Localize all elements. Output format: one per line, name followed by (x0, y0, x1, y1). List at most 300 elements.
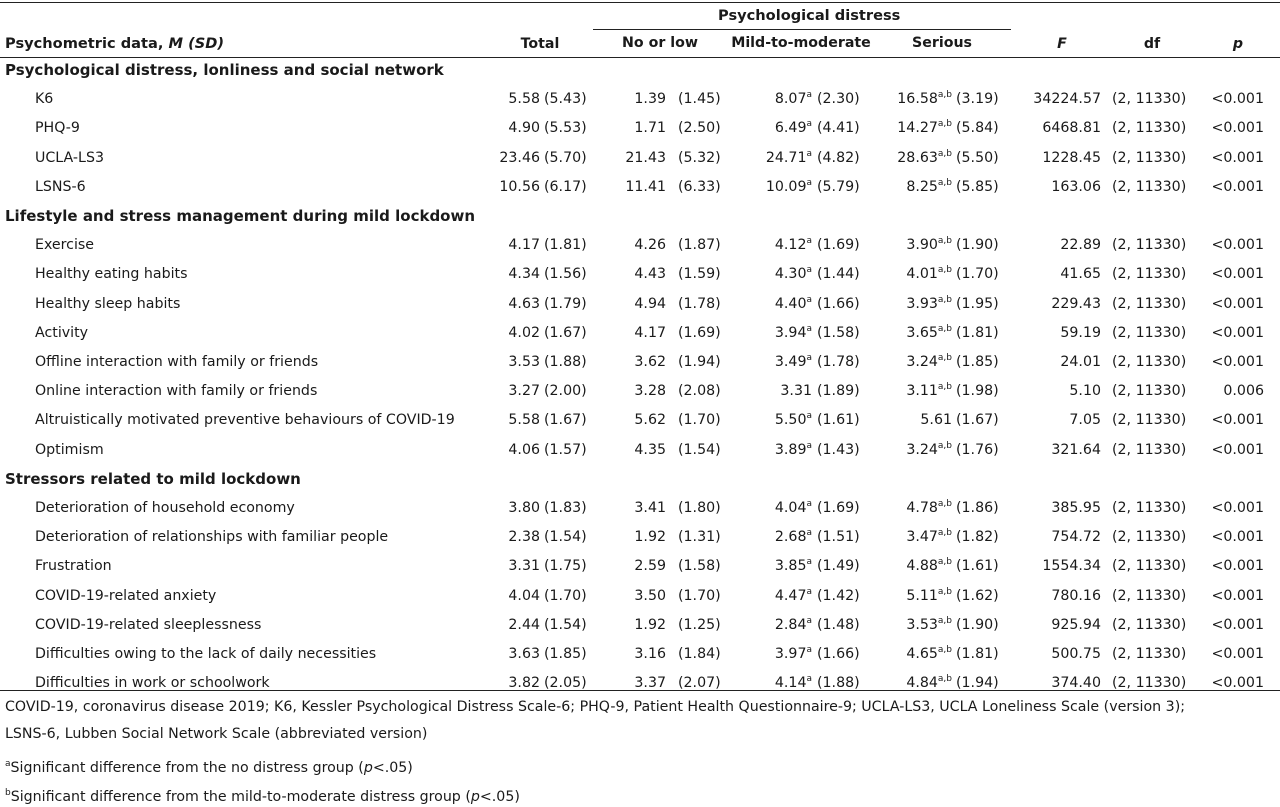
serious-sd: (5.50) (956, 150, 999, 166)
mild-significance-mark: a (806, 441, 812, 451)
footnote-a-p: p (363, 760, 373, 776)
mild-mean (730, 588, 812, 604)
p-value: <0.001 (1211, 266, 1264, 282)
total-sd: (1.67) (544, 325, 587, 341)
mild-mean-value: 3.31 (780, 383, 812, 399)
serious-mean-value: 3.53 (906, 617, 938, 633)
total-mean: 4.06 (508, 442, 540, 458)
serious-mean (860, 91, 952, 107)
serious-sd: (1.90) (956, 237, 999, 253)
f-statistic: 7.05 (1069, 412, 1101, 428)
psych-distress-group-header: Psychological distress (718, 7, 901, 24)
row-label: LSNS-6 (35, 179, 86, 195)
none-sd: (1.59) (678, 266, 721, 282)
total-mean: 3.63 (508, 646, 540, 662)
total-mean: 3.31 (508, 558, 540, 574)
serious-mean (860, 120, 952, 136)
total-mean: 4.17 (508, 237, 540, 253)
row-label: Deterioration of relationships with familiar people (35, 529, 389, 545)
mild-mean (730, 91, 812, 107)
none-sd: (1.84) (678, 646, 721, 662)
p-value: <0.001 (1211, 675, 1264, 691)
p-value: <0.001 (1211, 354, 1264, 370)
mild-sd: (1.66) (817, 646, 860, 662)
serious-sd: (1.82) (956, 529, 999, 545)
serious-mean (860, 500, 952, 516)
serious-significance-mark: a,b (937, 499, 952, 509)
p-value: 0.006 (1223, 383, 1264, 399)
mild-sd: (1.58) (817, 325, 860, 341)
total-sd: (1.56) (544, 266, 587, 282)
serious-mean-value: 8.25 (906, 179, 938, 195)
serious-sd: (1.76) (956, 442, 999, 458)
serious-mean-value: 4.84 (906, 675, 938, 691)
p-value: <0.001 (1211, 120, 1264, 136)
serious-significance-mark: a,b (937, 236, 952, 246)
degrees-of-freedom: (2, 11330) (1112, 588, 1187, 604)
degrees-of-freedom: (2, 11330) (1112, 500, 1187, 516)
mild-mean (730, 558, 812, 574)
f-statistic: 1228.45 (1042, 150, 1101, 166)
none-mean: 3.50 (634, 588, 666, 604)
serious-mean (860, 325, 952, 341)
degrees-of-freedom: (2, 11330) (1112, 675, 1187, 691)
column-header-mild: Mild-to-moderate (731, 35, 871, 51)
mild-mean (730, 150, 812, 166)
total-sd: (6.17) (544, 179, 587, 195)
none-mean: 3.41 (634, 500, 666, 516)
row-label: Optimism (35, 442, 104, 458)
footnote-b-mark: b (5, 788, 11, 798)
mild-mean-value: 3.85 (774, 558, 807, 574)
none-mean: 1.92 (634, 617, 666, 633)
row-label: Deterioration of household economy (35, 500, 295, 516)
serious-mean-value: 4.88 (906, 558, 938, 574)
degrees-of-freedom: (2, 11330) (1112, 383, 1187, 399)
f-statistic: 321.64 (1051, 442, 1101, 458)
p-value: <0.001 (1211, 617, 1264, 633)
none-sd: (6.33) (678, 179, 721, 195)
mild-mean (730, 179, 812, 195)
serious-mean-value: 3.90 (906, 237, 938, 253)
mild-mean (730, 266, 812, 282)
serious-mean-value: 4.01 (906, 266, 938, 282)
none-mean: 3.62 (634, 354, 666, 370)
degrees-of-freedom: (2, 11330) (1112, 646, 1187, 662)
column-header-measure (5, 36, 224, 52)
column-header-none: No or low (622, 35, 698, 51)
mild-mean-value: 4.47 (774, 588, 807, 604)
mild-sd: (1.49) (817, 558, 860, 574)
serious-sd: (1.85) (956, 354, 999, 370)
none-mean: 3.28 (634, 383, 666, 399)
degrees-of-freedom: (2, 11330) (1112, 325, 1187, 341)
mild-mean-value: 3.49 (774, 354, 807, 370)
mild-sd: (1.44) (817, 266, 860, 282)
row-label: COVID-19-related sleeplessness (35, 617, 262, 633)
serious-mean (860, 646, 952, 662)
mild-sd: (1.69) (817, 500, 860, 516)
serious-mean (860, 529, 952, 545)
total-sd: (1.81) (544, 237, 587, 253)
total-mean: 5.58 (508, 412, 540, 428)
mild-sd: (1.61) (817, 412, 860, 428)
serious-significance-mark: a,b (937, 90, 952, 100)
mild-mean (730, 646, 812, 662)
serious-mean-value: 5.11 (906, 588, 938, 604)
serious-mean (860, 296, 952, 312)
row-label: Difficulties owing to the lack of daily necessities (35, 646, 377, 662)
serious-mean (860, 588, 952, 604)
mild-mean-value: 3.89 (774, 442, 807, 458)
serious-sd: (5.84) (956, 120, 999, 136)
degrees-of-freedom: (2, 11330) (1112, 617, 1187, 633)
f-statistic: 229.43 (1051, 296, 1101, 312)
serious-mean-value: 3.11 (906, 383, 938, 399)
none-mean: 3.37 (634, 675, 666, 691)
mild-mean-value: 2.84 (774, 617, 807, 633)
serious-significance-mark: a,b (937, 178, 952, 188)
total-mean: 10.56 (499, 179, 540, 195)
total-sd: (2.05) (544, 675, 587, 691)
serious-mean (860, 383, 952, 399)
mild-mean-value: 3.97 (774, 646, 807, 662)
f-statistic: 925.94 (1051, 617, 1101, 633)
mild-mean-value: 8.07 (774, 91, 807, 107)
serious-mean-value: 16.58 (897, 91, 938, 107)
serious-mean (860, 675, 952, 691)
none-sd: (1.45) (678, 91, 721, 107)
degrees-of-freedom: (2, 11330) (1112, 442, 1187, 458)
mild-mean (730, 529, 812, 545)
total-sd: (1.54) (544, 529, 587, 545)
row-label: Online interaction with family or friends (35, 383, 318, 399)
f-statistic: 163.06 (1051, 179, 1101, 195)
total-sd: (1.83) (544, 500, 587, 516)
mild-mean (730, 237, 812, 253)
row-label: Altruistically motivated preventive behaviours of COVID-19 (35, 412, 455, 428)
mild-mean (730, 383, 812, 399)
none-sd: (1.31) (678, 529, 721, 545)
total-mean: 3.82 (508, 675, 540, 691)
footnote-a-tail: <.05) (372, 760, 413, 776)
mild-significance-mark: a (806, 411, 812, 421)
row-label: Frustration (35, 558, 112, 574)
p-value: <0.001 (1211, 646, 1264, 662)
serious-sd: (5.85) (956, 179, 999, 195)
serious-significance-mark: a,b (937, 382, 952, 392)
degrees-of-freedom: (2, 11330) (1112, 120, 1187, 136)
mild-sd: (1.88) (817, 675, 860, 691)
mild-sd: (5.79) (817, 179, 860, 195)
mild-mean (730, 617, 812, 633)
none-sd: (1.80) (678, 500, 721, 516)
serious-mean-value: 14.27 (897, 120, 938, 136)
total-mean: 3.27 (508, 383, 540, 399)
footnote-a (5, 760, 413, 776)
p-value: <0.001 (1211, 558, 1264, 574)
serious-sd: (1.67) (956, 412, 999, 428)
total-mean: 3.53 (508, 354, 540, 370)
p-value: <0.001 (1211, 529, 1264, 545)
serious-sd: (1.95) (956, 296, 999, 312)
total-mean: 4.63 (508, 296, 540, 312)
degrees-of-freedom: (2, 11330) (1112, 558, 1187, 574)
row-label: PHQ-9 (35, 120, 80, 136)
section-title: Psychological distress, lonliness and social network (5, 61, 444, 79)
serious-significance-mark: a,b (937, 295, 952, 305)
p-value: <0.001 (1211, 296, 1264, 312)
f-statistic: 374.40 (1051, 675, 1101, 691)
section-title: Lifestyle and stress management during mild lockdown (5, 207, 476, 225)
total-mean: 4.02 (508, 325, 540, 341)
mild-significance-mark: a (806, 499, 812, 509)
group-header-rule (593, 29, 1011, 30)
mild-mean (730, 500, 812, 516)
p-value: <0.001 (1211, 91, 1264, 107)
total-mean: 2.38 (508, 529, 540, 545)
row-label: K6 (35, 91, 54, 107)
mild-significance-mark: a (806, 557, 812, 567)
total-sd: (2.00) (544, 383, 587, 399)
mild-sd: (2.30) (817, 91, 860, 107)
serious-sd: (1.70) (956, 266, 999, 282)
degrees-of-freedom: (2, 11330) (1112, 412, 1187, 428)
mild-sd: (1.66) (817, 296, 860, 312)
serious-significance-mark: a,b (937, 265, 952, 275)
row-label: Exercise (35, 237, 95, 253)
none-sd: (1.87) (678, 237, 721, 253)
f-statistic: 41.65 (1060, 266, 1101, 282)
f-statistic: 5.10 (1069, 383, 1101, 399)
none-mean: 3.16 (634, 646, 666, 662)
column-header-f (1040, 36, 1084, 52)
mild-mean (730, 442, 812, 458)
mild-sd: (4.41) (817, 120, 860, 136)
none-mean: 4.26 (634, 237, 666, 253)
degrees-of-freedom: (2, 11330) (1112, 354, 1187, 370)
total-sd: (1.54) (544, 617, 587, 633)
row-label: UCLA-LS3 (35, 150, 104, 166)
none-sd: (1.54) (678, 442, 721, 458)
p-value: <0.001 (1211, 588, 1264, 604)
mild-sd: (1.78) (817, 354, 860, 370)
mild-mean (730, 296, 812, 312)
serious-significance-mark: a,b (937, 557, 952, 567)
none-mean: 4.17 (634, 325, 666, 341)
section-title: Stressors related to mild lockdown (5, 469, 301, 488)
none-mean: 21.43 (625, 150, 666, 166)
column-header-p-italic: p (1232, 36, 1244, 52)
serious-mean-value: 3.65 (906, 325, 938, 341)
mild-significance-mark: a (806, 236, 812, 246)
total-mean: 3.80 (508, 500, 540, 516)
total-mean: 2.44 (508, 617, 540, 633)
p-value: <0.001 (1211, 442, 1264, 458)
f-statistic: 754.72 (1051, 529, 1101, 545)
serious-significance-mark: a,b (937, 616, 952, 626)
degrees-of-freedom: (2, 11330) (1112, 529, 1187, 545)
none-sd: (1.58) (678, 558, 721, 574)
mild-mean-value: 4.30 (774, 266, 807, 282)
mild-sd: (4.82) (817, 150, 860, 166)
mild-sd: (1.69) (817, 237, 860, 253)
mild-mean (730, 354, 812, 370)
serious-significance-mark: a,b (937, 645, 952, 655)
row-label: Healthy eating habits (35, 266, 188, 282)
p-value: <0.001 (1211, 150, 1264, 166)
degrees-of-freedom: (2, 11330) (1112, 237, 1187, 253)
none-mean: 4.35 (634, 442, 666, 458)
footnote-b-p: p (470, 789, 480, 805)
serious-mean (860, 617, 952, 633)
serious-sd: (1.81) (956, 646, 999, 662)
serious-significance-mark: a,b (937, 674, 952, 684)
serious-sd: (1.86) (956, 500, 999, 516)
none-sd: (2.07) (678, 675, 721, 691)
p-value: <0.001 (1211, 179, 1264, 195)
none-mean: 5.62 (634, 412, 666, 428)
mild-mean (730, 325, 812, 341)
serious-mean-value: 3.24 (906, 354, 938, 370)
serious-significance-mark: a,b (937, 149, 952, 159)
mild-significance-mark: a (806, 295, 812, 305)
column-header-measure-italic: M (SD) (168, 35, 225, 52)
f-statistic: 1554.34 (1042, 558, 1101, 574)
row-label: COVID-19-related anxiety (35, 588, 217, 604)
column-header-f-italic: F (1057, 36, 1067, 52)
serious-mean (860, 354, 952, 370)
mild-mean (730, 675, 812, 691)
degrees-of-freedom: (2, 11330) (1112, 150, 1187, 166)
f-statistic: 24.01 (1060, 354, 1101, 370)
mild-significance-mark: a (806, 587, 812, 597)
degrees-of-freedom: (2, 11330) (1112, 296, 1187, 312)
serious-sd: (1.62) (956, 588, 999, 604)
p-value: <0.001 (1211, 500, 1264, 516)
serious-significance-mark: a,b (937, 587, 952, 597)
f-statistic: 22.89 (1060, 237, 1101, 253)
serious-sd: (1.94) (956, 675, 999, 691)
column-header-serious: Serious (912, 35, 972, 51)
mild-significance-mark: a (806, 178, 812, 188)
serious-significance-mark: a,b (937, 353, 952, 363)
none-sd: (1.70) (678, 412, 721, 428)
footnote-b-tail: <.05) (479, 789, 520, 805)
footnote-b-text: Significant difference from the mild-to-moderate distress group ( (10, 789, 471, 805)
total-sd: (5.70) (544, 150, 587, 166)
serious-significance-mark: a,b (937, 119, 952, 129)
f-statistic: 34224.57 (1033, 91, 1101, 107)
header-bottom-rule (0, 57, 1280, 58)
total-sd: (1.57) (544, 442, 587, 458)
serious-significance-mark: a,b (937, 528, 952, 538)
mild-significance-mark: a (806, 616, 812, 626)
footnote-abbreviations-line1: COVID-19, coronavirus disease 2019; K6, Kessler Psychological Distress Scale-6; PHQ-9, Patient Health Questionnaire-9; UCLA-LS3, UCLA Loneliness Scale (version 3); (5, 699, 1186, 715)
mild-significance-mark: a (806, 265, 812, 275)
serious-sd: (1.61) (956, 558, 999, 574)
mild-mean-value: 3.94 (774, 325, 807, 341)
footnote-abbreviations-line2: LSNS-6, Lubben Social Network Scale (abbreviated version) (5, 726, 428, 742)
total-sd: (1.75) (544, 558, 587, 574)
total-sd: (1.79) (544, 296, 587, 312)
mild-significance-mark: a (806, 149, 812, 159)
serious-significance-mark: a,b (937, 324, 952, 334)
mild-mean-value: 5.50 (774, 412, 807, 428)
serious-mean-value: 3.93 (906, 296, 938, 312)
serious-sd: (1.81) (956, 325, 999, 341)
mild-mean-value: 6.49 (774, 120, 807, 136)
serious-sd: (1.98) (956, 383, 999, 399)
f-statistic: 59.19 (1060, 325, 1101, 341)
mild-mean-value: 4.40 (774, 296, 807, 312)
column-header-measure-text: Psychometric data, (5, 35, 169, 52)
total-sd: (5.53) (544, 120, 587, 136)
column-header-total: Total (520, 36, 560, 52)
serious-significance-mark: a,b (937, 441, 952, 451)
none-sd: (1.69) (678, 325, 721, 341)
total-sd: (5.43) (544, 91, 587, 107)
mild-significance-mark: a (806, 90, 812, 100)
serious-mean-value: 4.78 (906, 500, 938, 516)
total-sd: (1.67) (544, 412, 587, 428)
footnote-b (5, 789, 520, 805)
total-sd: (1.88) (544, 354, 587, 370)
none-sd: (1.78) (678, 296, 721, 312)
mild-mean-value: 4.14 (774, 675, 807, 691)
serious-mean (860, 150, 952, 166)
row-label: Difficulties in work or schoolwork (35, 675, 270, 691)
none-sd: (2.08) (678, 383, 721, 399)
mild-sd: (1.89) (817, 383, 860, 399)
serious-mean-value: 28.63 (897, 150, 938, 166)
serious-mean (860, 442, 952, 458)
row-label: Healthy sleep habits (35, 296, 181, 312)
mild-significance-mark: a (806, 119, 812, 129)
mild-significance-mark: a (806, 528, 812, 538)
total-mean: 23.46 (499, 150, 540, 166)
mild-mean-value: 4.12 (774, 237, 807, 253)
mild-mean (730, 412, 812, 428)
serious-mean (860, 266, 952, 282)
f-statistic: 780.16 (1051, 588, 1101, 604)
degrees-of-freedom: (2, 11330) (1112, 179, 1187, 195)
mild-sd: (1.42) (817, 588, 860, 604)
mild-sd: (1.43) (817, 442, 860, 458)
serious-mean-value: 4.65 (906, 646, 938, 662)
mild-mean-value: 4.04 (774, 500, 807, 516)
f-statistic: 500.75 (1051, 646, 1101, 662)
serious-mean (860, 558, 952, 574)
total-sd: (1.70) (544, 588, 587, 604)
serious-mean (860, 412, 952, 428)
degrees-of-freedom: (2, 11330) (1112, 266, 1187, 282)
mild-mean-value: 2.68 (774, 529, 807, 545)
top-rule (0, 2, 1280, 3)
column-header-df: df (1143, 36, 1161, 52)
serious-mean (860, 237, 952, 253)
p-value: <0.001 (1211, 237, 1264, 253)
p-value: <0.001 (1211, 412, 1264, 428)
f-statistic: 6468.81 (1042, 120, 1101, 136)
serious-mean (860, 179, 952, 195)
total-mean: 4.90 (508, 120, 540, 136)
serious-mean-value: 5.61 (920, 412, 952, 428)
none-mean: 11.41 (625, 179, 666, 195)
mild-sd: (1.48) (817, 617, 860, 633)
footnote-a-text: Significant difference from the no distress group ( (10, 760, 364, 776)
footnote-a-mark: a (5, 759, 11, 769)
